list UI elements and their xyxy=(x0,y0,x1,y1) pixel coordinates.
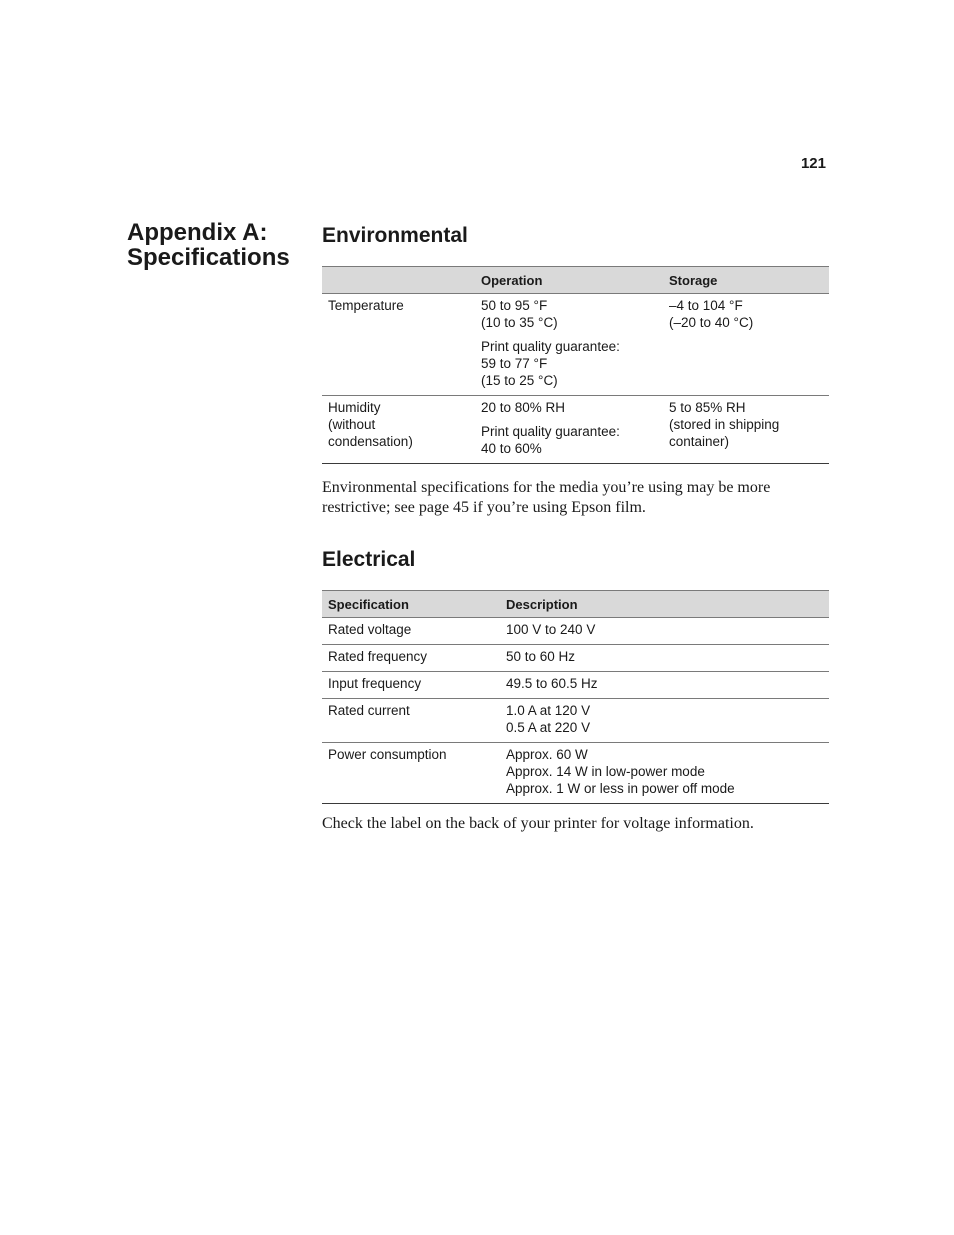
column-header-specification: Specification xyxy=(322,591,500,618)
spec-name: Power consumption xyxy=(322,743,500,804)
operation-note: Print quality guarantee: xyxy=(481,424,620,439)
row-label-text: Temperature xyxy=(328,298,404,313)
spec-name: Rated voltage xyxy=(322,618,500,645)
environmental-table-header xyxy=(322,267,829,294)
spec-value: 50 to 60 Hz xyxy=(506,649,576,664)
spec-value: Approx. 14 W in low-power mode xyxy=(506,764,705,779)
page-number: 121 xyxy=(800,155,826,172)
operation-note: 59 to 77 °F xyxy=(481,356,548,371)
spec-description xyxy=(500,645,829,672)
column-header-label xyxy=(322,267,475,294)
appendix-title-line-1: Appendix A: xyxy=(127,219,268,246)
table-row xyxy=(322,672,829,699)
spec-description xyxy=(500,743,829,804)
table-row xyxy=(322,699,829,743)
spec-value: Approx. 60 W xyxy=(506,747,588,762)
environmental-heading: Environmental xyxy=(322,224,468,247)
spec-value: 1.0 A at 120 V xyxy=(506,703,591,718)
appendix-title-line-2: Specifications xyxy=(127,244,290,271)
column-header-description: Description xyxy=(500,591,829,618)
operation-note: 40 to 60% xyxy=(481,441,542,456)
operation-cell xyxy=(475,396,663,464)
column-header-operation: Operation xyxy=(475,267,663,294)
row-label-text: (without xyxy=(328,417,376,432)
storage-value: –4 to 104 °F xyxy=(669,298,743,313)
electrical-note: Check the label on the back of your printer for voltage information. xyxy=(322,815,754,832)
environmental-note: Environmental specifications for the media you’re using may be more restrictive; see page 45 if you’re using Epson film. xyxy=(322,479,771,516)
storage-value: (–20 to 40 °C) xyxy=(669,315,754,330)
spec-value: Approx. 1 W or less in power off mode xyxy=(506,781,735,796)
appendix-title xyxy=(127,220,290,270)
operation-value: (10 to 35 °C) xyxy=(481,315,558,330)
electrical-heading: Electrical xyxy=(322,548,416,571)
electrical-table-header xyxy=(322,591,829,618)
table-row xyxy=(322,743,829,804)
row-label xyxy=(322,396,475,464)
column-header-storage: Storage xyxy=(663,267,829,294)
table-row xyxy=(322,618,829,645)
table-row-humidity xyxy=(322,396,829,464)
storage-value: 5 to 85% RH xyxy=(669,400,746,415)
spec-name: Rated frequency xyxy=(322,645,500,672)
spec-name: Rated current xyxy=(322,699,500,743)
storage-value: container) xyxy=(669,434,730,449)
operation-value: 20 to 80% RH xyxy=(481,400,566,415)
spec-description xyxy=(500,672,829,699)
row-label-text: Humidity xyxy=(328,400,381,415)
spec-name: Input frequency xyxy=(322,672,500,699)
storage-cell xyxy=(663,294,829,396)
operation-note: Print quality guarantee: xyxy=(481,339,620,354)
table-row-temperature xyxy=(322,294,829,396)
operation-note: (15 to 25 °C) xyxy=(481,373,558,388)
row-label-text: condensation) xyxy=(328,434,413,449)
spec-description xyxy=(500,618,829,645)
spec-value: 49.5 to 60.5 Hz xyxy=(506,676,598,691)
storage-value: (stored in shipping xyxy=(669,417,780,432)
table-row xyxy=(322,645,829,672)
environmental-table xyxy=(322,266,829,464)
row-label xyxy=(322,294,475,396)
spec-value: 100 V to 240 V xyxy=(506,622,596,637)
operation-cell xyxy=(475,294,663,396)
storage-cell xyxy=(663,396,829,464)
electrical-table xyxy=(322,590,829,804)
spec-description xyxy=(500,699,829,743)
operation-value: 50 to 95 °F xyxy=(481,298,548,313)
spec-value: 0.5 A at 220 V xyxy=(506,720,591,735)
